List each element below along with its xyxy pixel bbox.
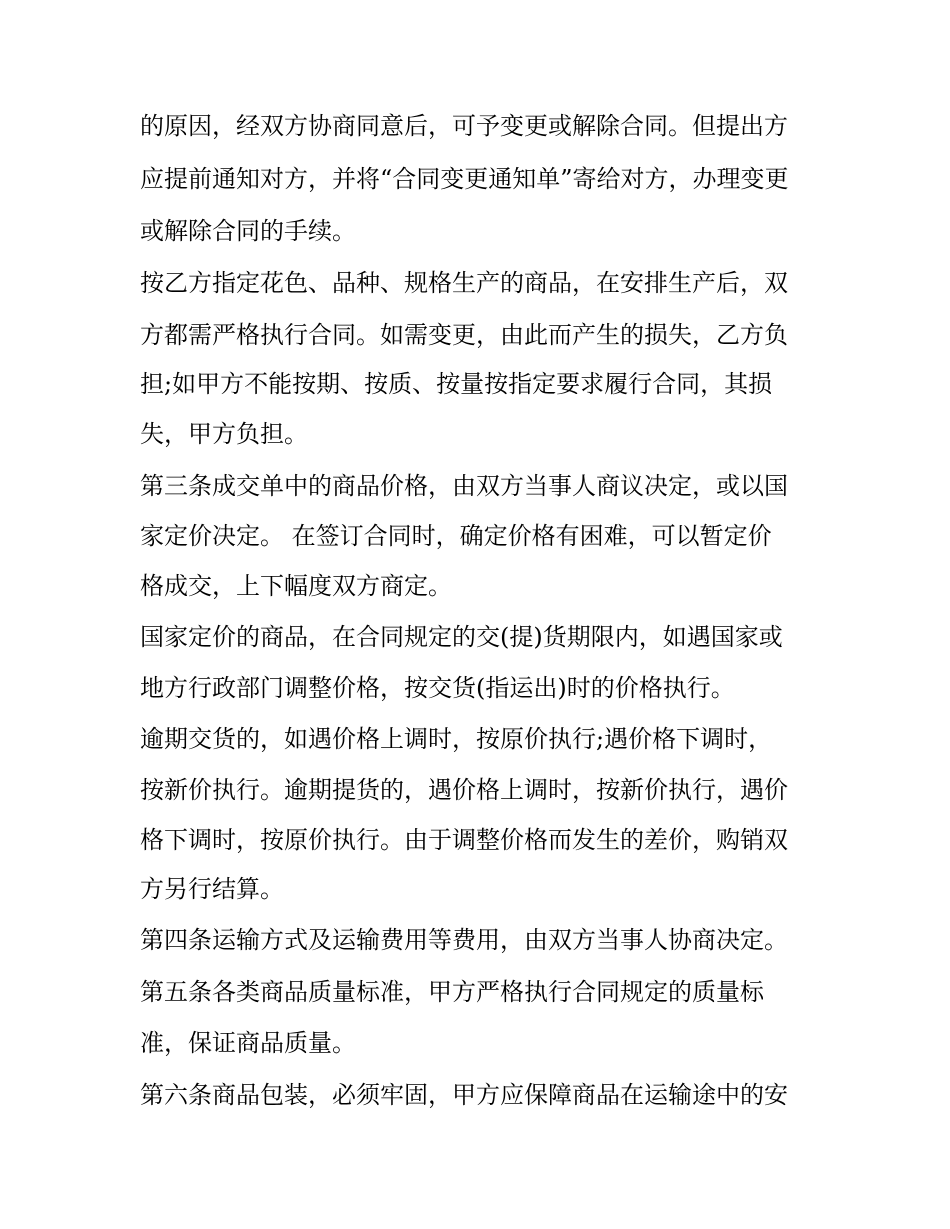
text-line: 国家定价的商品，在合同规定的交(提)货期限内，如遇国家或: [140, 623, 783, 651]
text-line: 第三条成交单中的商品价格，由双方当事人商议决定，或以国: [140, 472, 788, 500]
text-line: 或解除合同的手续。: [140, 217, 356, 245]
text-line: 担;如甲方不能按期、按质、按量按指定要求履行合同，其损: [140, 370, 773, 398]
text-line: 第六条商品包装，必须牢固，甲方应保障商品在运输途中的安: [140, 1081, 788, 1109]
text-line: 按乙方指定花色、品种、规格生产的商品，在安排生产后，双: [140, 269, 788, 297]
text-line: 家定价决定。 在签订合同时，确定价格有困难，可以暂定价: [140, 522, 772, 550]
text-line: 格下调时，按原价执行。由于调整价格而发生的差价，购销双: [140, 826, 788, 854]
text-line: 的原因，经双方协商同意后，可予变更或解除合同。但提出方: [140, 112, 788, 140]
text-line: 第四条运输方式及运输费用等费用，由双方当事人协商决定。: [140, 926, 788, 954]
text-line: 按新价执行。逾期提货的，遇价格上调时，按新价执行，遇价: [140, 776, 788, 804]
text-line: 应提前通知对方，并将“合同变更通知单”寄给对方，办理变更: [140, 165, 789, 193]
text-line: 地方行政部门调整价格，按交货(指运出)时的价格执行。: [140, 674, 735, 702]
text-line: 方都需严格执行合同。如需变更，由此而产生的损失，乙方负: [140, 321, 788, 349]
text-line: 第五条各类商品质量标准，甲方严格执行合同规定的质量标: [140, 978, 764, 1006]
text-line: 失，甲方负担。: [140, 420, 308, 448]
text-line: 方另行结算。: [140, 875, 284, 903]
text-line: 格成交，上下幅度双方商定。: [140, 572, 452, 600]
text-line: 逾期交货的，如遇价格上调时，按原价执行;遇价格下调时，: [140, 725, 773, 753]
text-line: 准，保证商品质量。: [140, 1029, 356, 1057]
